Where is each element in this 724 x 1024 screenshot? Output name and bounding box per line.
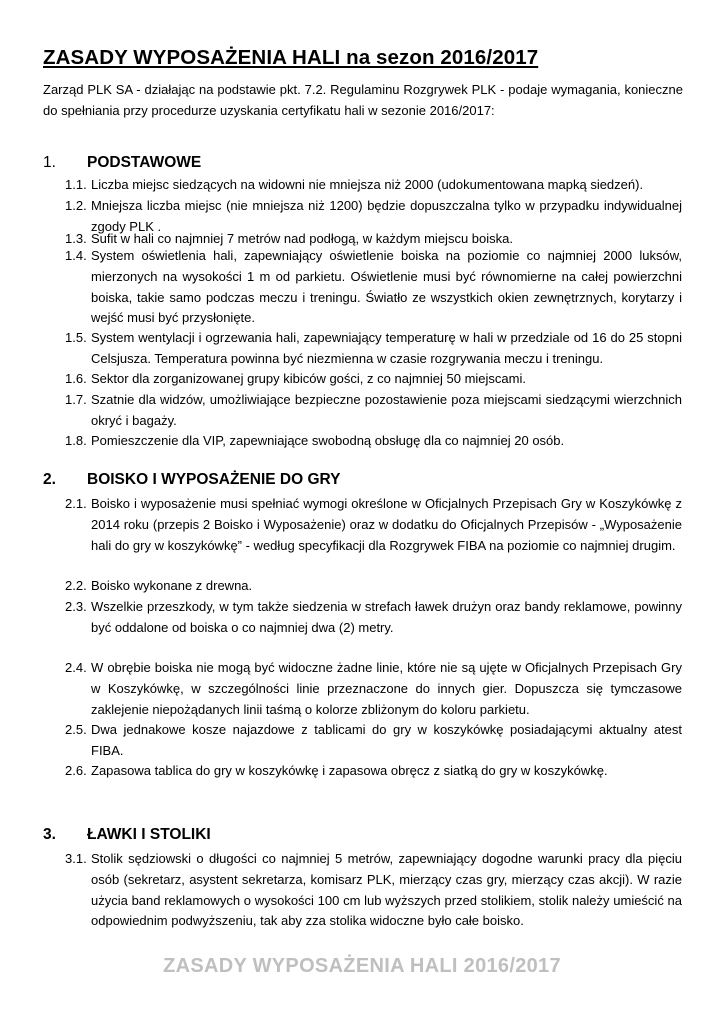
section-title: ŁAWKI I STOLIKI bbox=[87, 826, 211, 843]
item-number: 1.8. bbox=[65, 433, 87, 448]
list-item bbox=[65, 369, 682, 390]
item-text: W obrębie boiska nie mogą być widoczne żadne linie, które nie są ujęte w Oficjalnych Przepisach Gry w Koszykówkę, w szczególności linie przeznaczone do innych gier. Dopuszcza się tymczasowe zaklejenie niepożądanych linii taśmą o kolorze zbliżonym do koloru parkietu. bbox=[91, 660, 682, 717]
section-2-heading bbox=[43, 471, 340, 489]
list-item bbox=[65, 390, 682, 432]
item-text: Szatnie dla widzów, umożliwiające bezpieczne pozostawienie poza miejscami siedzącymi wierzchnich okryć i bagaży. bbox=[91, 392, 682, 428]
section-number: 2. bbox=[43, 471, 56, 488]
item-number: 1.7. bbox=[65, 392, 87, 407]
section-title: PODSTAWOWE bbox=[87, 154, 202, 171]
item-number: 1.2. bbox=[65, 198, 87, 213]
item-number: 1.1. bbox=[65, 177, 87, 192]
item-text: Pomieszczenie dla VIP, zapewniające swobodną obsługę dla co najmniej 20 osób. bbox=[91, 433, 565, 448]
list-item bbox=[65, 597, 682, 639]
list-item bbox=[65, 246, 682, 329]
item-number: 2.1. bbox=[65, 496, 87, 511]
item-number: 1.3. bbox=[65, 231, 87, 246]
item-number: 3.1. bbox=[65, 851, 87, 866]
list-item bbox=[65, 494, 682, 556]
item-text: Mniejsza liczba miejsc (nie mniejsza niż 1200) będzie dopuszczalna tylko w przypadku indywidualnej zgody PLK . bbox=[91, 198, 682, 234]
item-text: Zapasowa tablica do gry w koszykówkę i zapasowa obręcz z siatką do gry w koszykówkę. bbox=[91, 763, 608, 778]
list-item bbox=[65, 761, 682, 782]
item-text: Liczba miejsc siedzących na widowni nie mniejsza niż 2000 (udokumentowana mapką siedzeń). bbox=[91, 177, 644, 192]
item-number: 2.3. bbox=[65, 599, 87, 614]
item-text: Boisko i wyposażenie musi spełniać wymogi określone w Oficjalnych Przepisach Gry w Koszykówkę z 2014 roku (przepis 2 Boisko i Wyposażenie) oraz w dodatku do Oficjalnych Przepisów - „Wyposażenie hali do gry w koszykówkę” - według specyfikacji dla Rozgrywek FIBA na poziomie co najmniej drugim. bbox=[91, 496, 682, 553]
item-text: Sektor dla zorganizowanej grupy kibiców gości, z co najmniej 50 miejscami. bbox=[91, 371, 526, 386]
item-number: 1.5. bbox=[65, 330, 87, 345]
list-item bbox=[65, 328, 682, 370]
item-text: Boisko wykonane z drewna. bbox=[91, 578, 253, 593]
item-text: Stolik sędziowski o długości co najmniej 5 metrów, zapewniający dogodne warunki pracy dla pięciu osób (sekretarz, asystent sekretarza, komisarz PLK, mierzący czas gry, mierzący czas akcji). W razie użycia band reklamowych o wysokości 100 cm lub wyższych przed stolikiem, stolik należy umieścić na odpowiednim podwyższeniu, tak aby zza stolika widoczne było całe boisko. bbox=[91, 851, 682, 929]
item-number: 2.4. bbox=[65, 660, 87, 675]
item-text: Wszelkie przeszkody, w tym także siedzenia w strefach ławek drużyn oraz bandy reklamowe, powinny być oddalone od boiska o co najmniej dwa (2) metry. bbox=[91, 599, 682, 635]
item-number: 1.6. bbox=[65, 371, 87, 386]
item-number: 1.4. bbox=[65, 248, 87, 263]
item-number: 2.5. bbox=[65, 722, 87, 737]
item-number: 2.2. bbox=[65, 578, 87, 593]
item-text: System oświetlenia hali, zapewniający oświetlenie boiska na poziomie co najmniej 2000 luksów, mierzonych na wysokości 1 m od parkietu. Oświetlenie musi być równomierne na całej powierzchni boiska, takie samo podczas meczu i treningu. Światło ze wszystkich okien zewnętrznych, korytarzy i wejść musi być przysłonięte. bbox=[91, 248, 682, 326]
list-item bbox=[65, 576, 682, 597]
document-title: ZASADY WYPOSAŻENIA HALI na sezon 2016/2017 bbox=[43, 46, 539, 69]
item-text: System wentylacji i ogrzewania hali, zapewniający temperaturę w hali w przedziale od 16 do 25 stopni Celsjusza. Temperatura powinna być niezmienna w czasie rozgrywania meczu i treningu. bbox=[91, 330, 682, 366]
list-item bbox=[65, 175, 682, 196]
section-title: BOISKO I WYPOSAŻENIE DO GRY bbox=[87, 471, 341, 488]
list-item bbox=[65, 849, 682, 932]
section-number: 3. bbox=[43, 826, 56, 843]
section-3-heading bbox=[43, 826, 211, 844]
list-item bbox=[65, 431, 682, 452]
section-1-heading bbox=[43, 154, 201, 172]
list-item bbox=[65, 720, 682, 762]
item-text: Sufit w hali co najmniej 7 metrów nad podłogą, w każdym miejscu boiska. bbox=[91, 231, 513, 246]
section-number: 1. bbox=[43, 154, 56, 171]
page-footer-watermark: ZASADY WYPOSAŻENIA HALI 2016/2017 bbox=[163, 955, 561, 977]
list-item bbox=[65, 658, 682, 720]
intro-paragraph: Zarząd PLK SA - działając na podstawie pkt. 7.2. Regulaminu Rozgrywek PLK - podaje wymagania, konieczne do spełniania przy procedurze uzyskania certyfikatu hali w sezonie 2016/2017: bbox=[43, 82, 683, 118]
item-number: 2.6. bbox=[65, 763, 87, 778]
item-text: Dwa jednakowe kosze najazdowe z tablicami do gry w koszykówkę posiadającymi aktualny atest FIBA. bbox=[91, 722, 682, 758]
